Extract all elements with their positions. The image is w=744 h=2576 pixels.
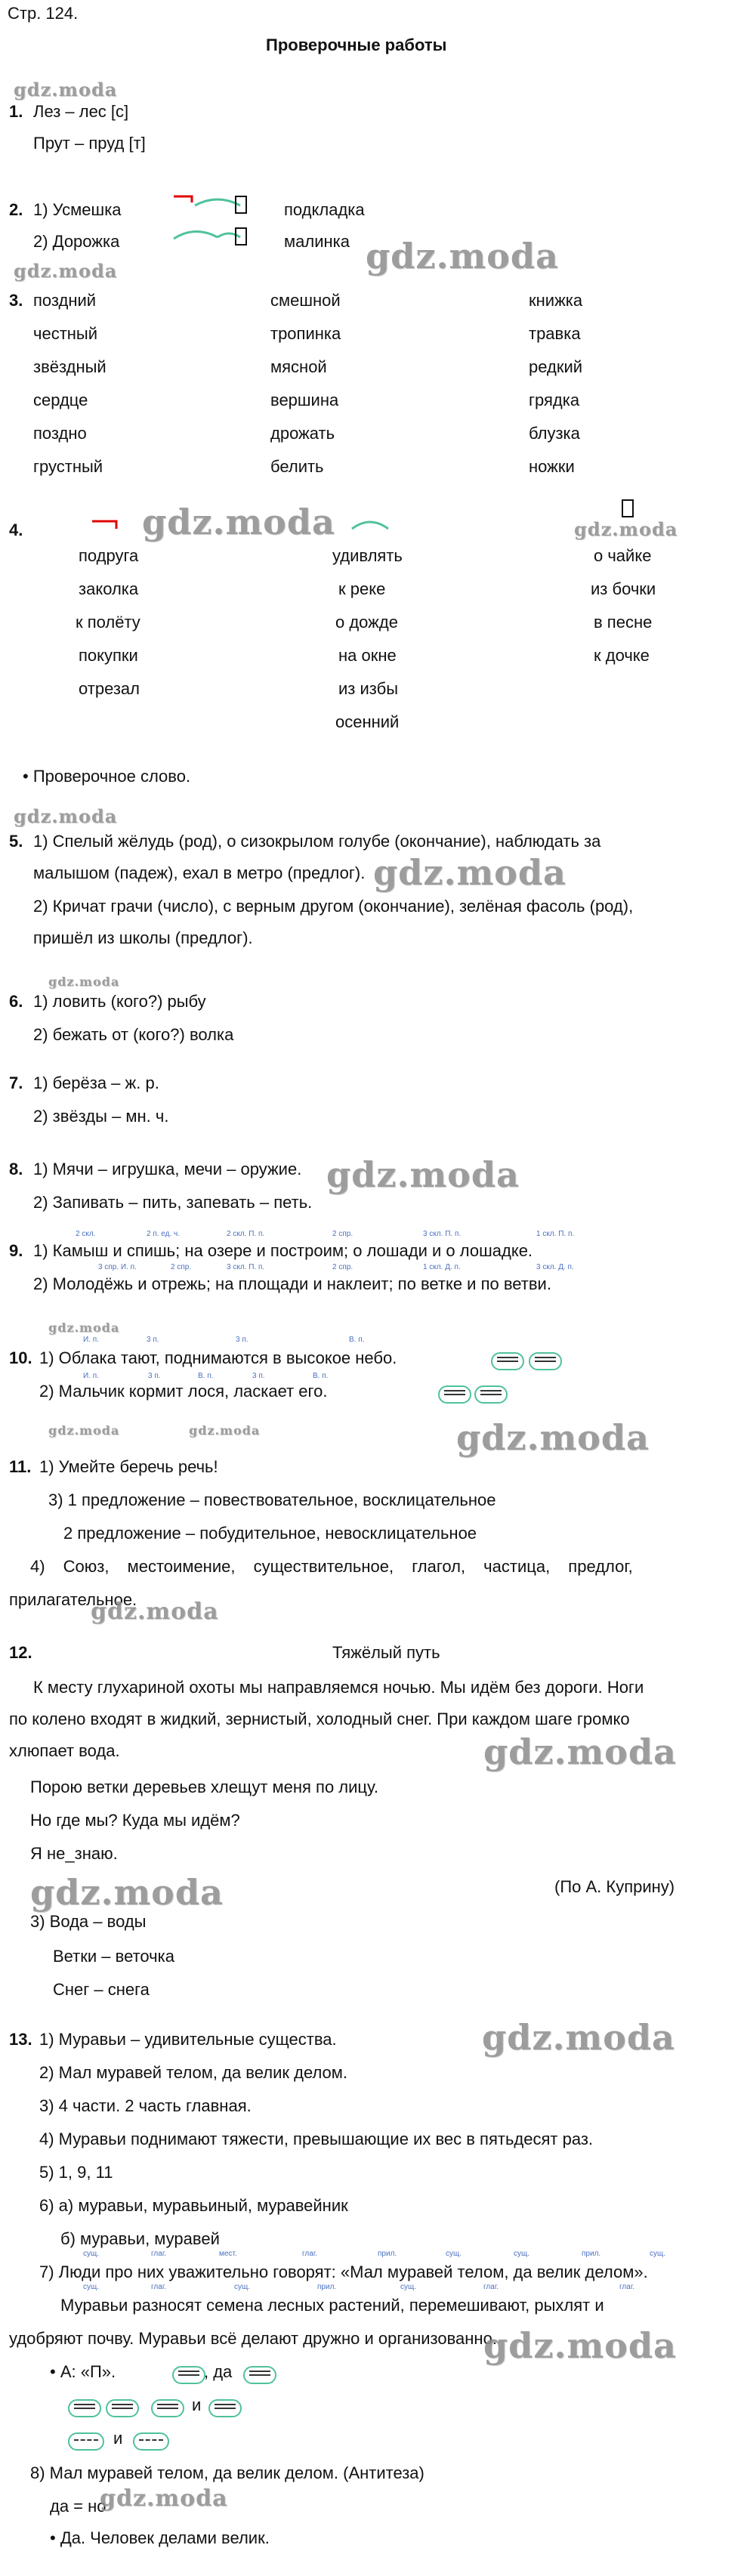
page-title: Проверочные работы xyxy=(266,36,447,54)
task-6-line: 2) бежать от (кого?) волка xyxy=(33,1025,234,1044)
task-9-number: 9. xyxy=(9,1241,23,1260)
story-line: Я не_знаю. xyxy=(30,1844,118,1863)
task-8-line: 2) Запивать – пить, запевать – петь. xyxy=(33,1193,313,1212)
grammar-note: В. п. xyxy=(198,1372,214,1380)
task-3-word: смешной xyxy=(270,291,341,310)
task-6-line: 1) ловить (кого?) рыбу xyxy=(33,992,206,1011)
task-10-number: 10. xyxy=(9,1348,32,1367)
grammar-note: 3 спр. И. п. xyxy=(98,1263,137,1271)
grammar-note: глаг. xyxy=(151,2250,167,2258)
task-8-line: 1) Мячи – игрушка, мечи – оружие. xyxy=(33,1160,302,1178)
watermark: gdz.moda xyxy=(326,1154,520,1195)
task-11-line: 2 предложение – побудительное, невосклицательное xyxy=(63,1524,477,1543)
task-4-number: 4. xyxy=(9,520,23,539)
task-3-word: ножки xyxy=(529,457,575,476)
root-arc xyxy=(349,517,394,532)
subject-oval xyxy=(529,1352,562,1370)
watermark: gdz.moda xyxy=(482,2017,675,2058)
task-2-row-1-word-2: подкладка xyxy=(284,200,365,219)
task-4-word: заколка xyxy=(79,579,139,598)
task-13-number: 13. xyxy=(9,2030,32,2049)
task-4-word: о дожде xyxy=(335,613,398,632)
task-4-word: о чайке xyxy=(594,546,652,565)
grammar-note: И. п. xyxy=(83,1336,99,1344)
grammar-note: сущ. xyxy=(234,2283,251,2291)
scheme-oval xyxy=(106,2399,139,2417)
task-13-line: 6) а) муравьи, муравьиный, муравейник xyxy=(39,2196,348,2215)
story-line: Порою ветки деревьев хлещут меня по лицу. xyxy=(30,1778,378,1796)
task-5-line: малышом (падеж), ехал в метро (предлог). xyxy=(33,863,366,882)
task-10-line: 1) Облака тают, поднимаются в высокое небо. xyxy=(39,1348,397,1367)
watermark: gdz.moda xyxy=(14,805,118,827)
scheme-oval-dashed xyxy=(133,2432,169,2451)
scheme-oval xyxy=(151,2399,184,2417)
grammar-note: 3 п. xyxy=(148,1372,161,1380)
scheme-conj: , да xyxy=(204,2362,233,2381)
story-line: Но где мы? Куда мы идём? xyxy=(30,1811,240,1830)
task-7-line: 2) звёзды – мн. ч. xyxy=(33,1107,169,1126)
task-3-word: поздний xyxy=(33,291,97,310)
task-3-word: книжка xyxy=(529,291,583,310)
scheme-oval-dashed xyxy=(68,2432,104,2451)
story-title: Тяжёлый путь xyxy=(332,1643,440,1662)
morpheme-marks-1 xyxy=(172,190,255,221)
task-12-number: 12. xyxy=(9,1643,32,1662)
task-3-word: редкий xyxy=(529,357,583,376)
grammar-note: сущ. xyxy=(650,2250,666,2258)
grammar-note: прил. xyxy=(378,2250,397,2258)
grammar-note: сущ. xyxy=(446,2250,462,2258)
task-12-answer: 3) Вода – воды xyxy=(30,1912,147,1931)
task-1-line-2: Прут – пруд [т] xyxy=(33,134,146,153)
morpheme-marks-2 xyxy=(172,222,255,252)
story-line: К месту глухариной охоты мы направляемся ночью. Мы идём без дороги. Ноги xyxy=(33,1678,644,1697)
scheme-oval xyxy=(172,2366,205,2384)
task-3-word: белить xyxy=(270,457,324,476)
task-3-word: вершина xyxy=(270,391,339,409)
task-3-number: 3. xyxy=(9,291,23,310)
task-7-number: 7. xyxy=(9,1073,23,1092)
grammar-note: глаг. xyxy=(151,2283,167,2291)
task-2-row-2: 2) Дорожка xyxy=(33,232,120,251)
scheme-label: • А: «П». xyxy=(50,2362,116,2381)
task-4-word: на окне xyxy=(338,646,397,665)
task-4-note: • Проверочное слово. xyxy=(23,767,191,786)
task-3-word: грустный xyxy=(33,457,103,476)
watermark: gdz.moda xyxy=(91,1598,219,1625)
watermark: gdz.moda xyxy=(574,518,678,540)
scheme-oval xyxy=(243,2366,276,2384)
watermark: gdz.moda xyxy=(30,1872,224,1913)
task-13-line: 3) 4 части. 2 часть главная. xyxy=(39,2096,252,2115)
watermark: gdz.moda xyxy=(373,852,566,893)
subject-oval xyxy=(491,1352,524,1370)
task-2-row-2-word-2: малинка xyxy=(284,232,350,251)
task-13-line: 7) Люди про них уважительно говорят: «Мал муравей телом, да велик делом». xyxy=(39,2262,648,2281)
grammar-note: И. п. xyxy=(83,1372,99,1380)
grammar-note: глаг. xyxy=(619,2283,635,2291)
task-4-word: в песне xyxy=(594,613,653,632)
watermark: gdz.moda xyxy=(366,236,559,276)
task-2-row-1: 1) Усмешка xyxy=(33,200,122,219)
grammar-note: 3 п. xyxy=(147,1336,159,1344)
grammar-note: 2 спр. xyxy=(332,1230,353,1238)
grammar-note: 3 п. xyxy=(252,1372,265,1380)
task-4-word: к дочке xyxy=(594,646,650,665)
scheme-oval xyxy=(208,2399,242,2417)
task-13-line: • Да. Человек делами велик. xyxy=(50,2528,270,2547)
prefix-mark xyxy=(91,518,121,533)
task-3-word: звёздный xyxy=(33,357,107,376)
watermark: gdz.moda xyxy=(483,1731,677,1772)
grammar-note: В. п. xyxy=(313,1372,329,1380)
story-line: хлюпает вода. xyxy=(9,1741,120,1760)
task-11-line: 3) 1 предложение – повествовательное, восклицательное xyxy=(48,1490,496,1509)
grammar-note: 3 скл. П. п. xyxy=(227,1263,265,1271)
task-4-word: из избы xyxy=(338,679,399,698)
grammar-note: 1 скл. П. п. xyxy=(536,1230,575,1238)
grammar-note: 3 п. xyxy=(236,1336,249,1344)
task-4-word: осенний xyxy=(335,712,400,731)
task-5-number: 5. xyxy=(9,832,23,851)
watermark: gdz.moda xyxy=(48,1320,120,1335)
task-3-word: дрожать xyxy=(270,424,335,443)
ending-box xyxy=(621,499,636,520)
task-11-line: 4) Союз, местоимение, существительное, глагол, частица, предлог, xyxy=(30,1557,633,1576)
task-13-line: 1) Муравьи – удивительные существа. xyxy=(39,2030,337,2049)
task-13-line: Муравьи разносят семена лесных растений, перемешивают, рыхлят и xyxy=(60,2296,604,2315)
task-3-word: сердце xyxy=(33,391,88,409)
grammar-note: 2 скл. П. п. xyxy=(227,1230,265,1238)
task-5-line: 2) Кричат грачи (число), с верным другом (окончание), зелёная фасоль (род), xyxy=(33,897,634,916)
watermark: gdz.moda xyxy=(189,1423,261,1438)
story-author: (По А. Куприну) xyxy=(554,1877,675,1896)
task-6-number: 6. xyxy=(9,992,23,1011)
task-1-number: 1. xyxy=(9,102,23,121)
task-10-line: 2) Мальчик кормит лося, ласкает его. xyxy=(39,1382,328,1401)
task-3-word: тропинка xyxy=(270,324,341,343)
task-7-line: 1) берёза – ж. р. xyxy=(33,1073,159,1092)
grammar-note: 3 скл. Д. п. xyxy=(536,1263,574,1271)
grammar-note: сущ. xyxy=(514,2250,530,2258)
task-3-word: мясной xyxy=(270,357,327,376)
grammar-note: В. п. xyxy=(349,1336,365,1344)
watermark: gdz.moda xyxy=(100,2485,228,2512)
grammar-note: 2 спр. xyxy=(171,1263,192,1271)
task-12-answer: Ветки – веточка xyxy=(53,1947,174,1966)
task-11-line: прилагательное. xyxy=(9,1590,137,1609)
task-13-line: 4) Муравьи поднимают тяжести, превышающие их вес в пятьдесят раз. xyxy=(39,2130,594,2148)
task-4-word: из бочки xyxy=(591,579,656,598)
subject-oval xyxy=(438,1385,471,1404)
task-4-word: к полёту xyxy=(76,613,140,632)
grammar-note: 2 п. ед. ч. xyxy=(147,1230,181,1238)
grammar-note: 2 скл. xyxy=(76,1230,96,1238)
task-4-word: к реке xyxy=(338,579,386,598)
scheme-conj: и xyxy=(192,2395,202,2414)
subject-oval xyxy=(474,1385,508,1404)
watermark: gdz.moda xyxy=(48,974,120,989)
task-3-word: поздно xyxy=(33,424,87,443)
task-4-word: покупки xyxy=(79,646,138,665)
task-5-line: пришёл из школы (предлог). xyxy=(33,928,253,947)
story-line: по колено входят в жидкий, зернистый, холодный снег. При каждом шаге громко xyxy=(9,1710,630,1728)
grammar-note: глаг. xyxy=(302,2250,318,2258)
task-9-line: 1) Камыш и спишь; на озере и построим; о лошади и о лошадке. xyxy=(33,1241,533,1260)
grammar-note: прил. xyxy=(582,2250,601,2258)
task-11-line: 1) Умейте беречь речь! xyxy=(39,1457,218,1476)
grammar-note: мест. xyxy=(219,2250,237,2258)
task-3-word: грядка xyxy=(529,391,580,409)
task-1-line-1: Лез – лес [с] xyxy=(33,102,129,121)
watermark: gdz.moda xyxy=(456,1417,650,1458)
watermark: gdz.moda xyxy=(14,260,118,282)
grammar-note: глаг. xyxy=(483,2283,499,2291)
task-3-word: честный xyxy=(33,324,98,343)
task-8-number: 8. xyxy=(9,1160,23,1178)
task-2-number: 2. xyxy=(9,200,23,219)
scheme-oval xyxy=(68,2399,101,2417)
task-13-line: 2) Мал муравей телом, да велик делом. xyxy=(39,2063,347,2082)
task-3-word: блузка xyxy=(529,424,580,443)
task-13-line: б) муравьи, муравей xyxy=(60,2229,220,2248)
task-9-line: 2) Молодёжь и отрежь; на площади и наклеит; по ветке и по ветви. xyxy=(33,1274,551,1293)
task-3-word: травка xyxy=(529,324,581,343)
grammar-note: 1 скл. Д. п. xyxy=(423,1263,461,1271)
grammar-note: сущ. xyxy=(83,2250,100,2258)
task-13-line: 5) 1, 9, 11 xyxy=(39,2163,113,2182)
task-13-line: да = но xyxy=(50,2497,107,2516)
task-13-line: 8) Мал муравей телом, да велик делом. (Антитеза) xyxy=(30,2463,424,2482)
grammar-note: 3 скл. П. п. xyxy=(423,1230,462,1238)
task-4-word: отрезал xyxy=(79,679,140,698)
grammar-note: сущ. xyxy=(400,2283,417,2291)
watermark: gdz.moda xyxy=(14,79,118,100)
watermark: gdz.moda xyxy=(142,502,335,542)
scheme-conj: и xyxy=(113,2429,123,2448)
task-13-line: удобряют почву. Муравьи всё делают дружно и организованно. xyxy=(9,2329,497,2348)
task-12-answer: Снег – снега xyxy=(53,1980,150,1999)
task-5-line: 1) Спелый жёлудь (род), о сизокрылом голубе (окончание), наблюдать за xyxy=(33,832,601,851)
grammar-note: 2 спр. xyxy=(332,1263,353,1271)
task-4-word: удивлять xyxy=(332,546,403,565)
watermark: gdz.moda xyxy=(48,1423,120,1438)
page-number: Стр. 124. xyxy=(8,4,79,23)
task-4-word: подруга xyxy=(79,546,139,565)
grammar-note: сущ. xyxy=(83,2283,100,2291)
grammar-note: прил. xyxy=(317,2283,337,2291)
watermark: gdz.moda xyxy=(483,2325,677,2366)
task-11-number: 11. xyxy=(9,1457,32,1476)
